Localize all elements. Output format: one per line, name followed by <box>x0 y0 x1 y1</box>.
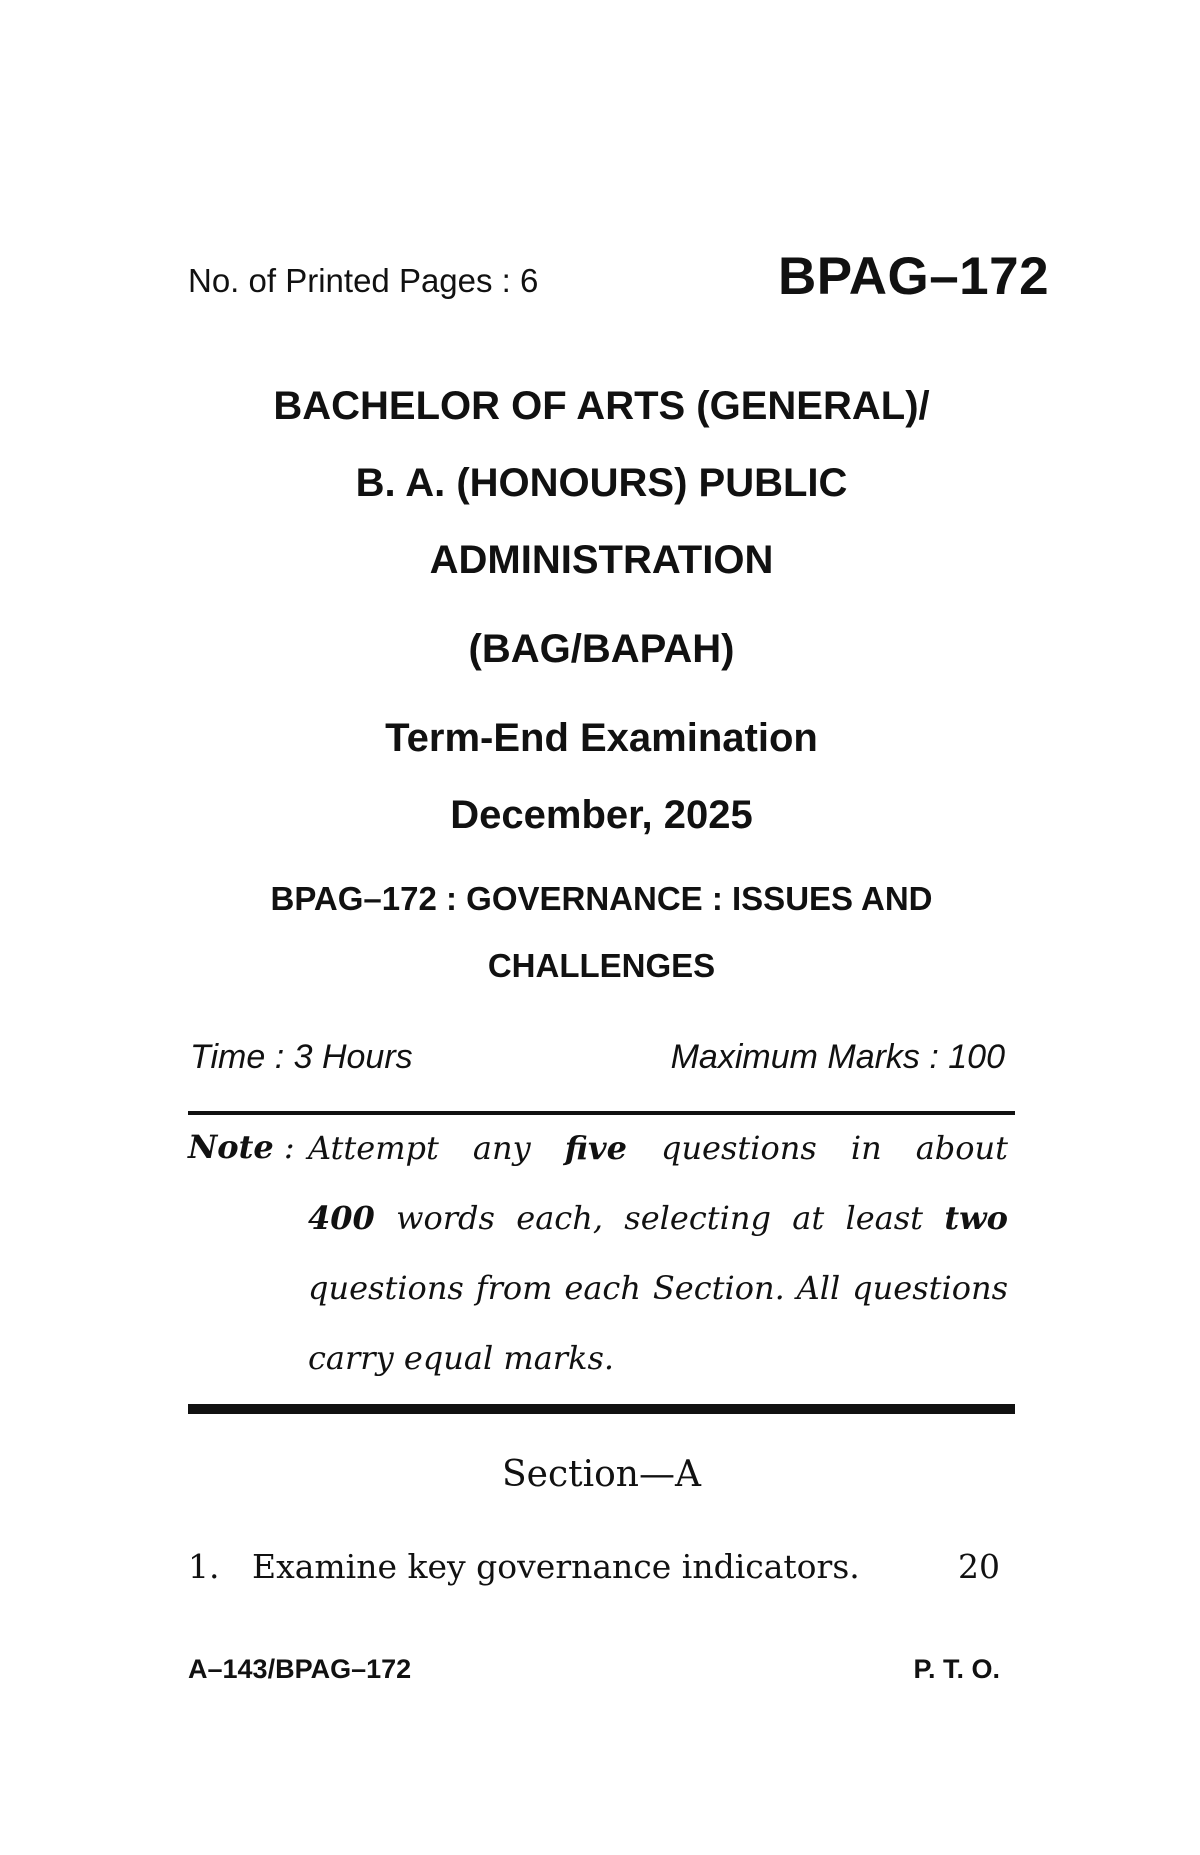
note-emphasis-five: five <box>564 1129 627 1167</box>
paper-code: BPAG–172 <box>778 247 1050 306</box>
divider-thin <box>188 1111 1015 1115</box>
footer-pto: P. T. O. <box>913 1654 1000 1684</box>
note-line-4: carry equal marks. <box>308 1339 615 1377</box>
footer-paper-reference: A–143/BPAG–172 <box>188 1654 412 1684</box>
note-emphasis-two: two <box>944 1199 1008 1237</box>
note-line-1-c: questions in about <box>626 1129 1009 1167</box>
section-heading: Section—A <box>502 1454 701 1495</box>
programme-code: (BAG/BAPAH) <box>468 627 735 671</box>
programme-title-line-3: ADMINISTRATION <box>429 538 774 582</box>
divider-thick <box>188 1404 1015 1414</box>
note-label <box>188 1128 295 1166</box>
note-line-2 <box>308 1198 1008 1238</box>
question-number: 1. <box>188 1547 220 1586</box>
maximum-marks: Maximum Marks : 100 <box>670 1038 1005 1076</box>
programme-title-line-1: BACHELOR OF ARTS (GENERAL)/ <box>273 384 930 428</box>
question-marks: 20 <box>958 1547 1000 1586</box>
note-line-1 <box>308 1128 1008 1168</box>
programme-title-line-2: B. A. (HONOURS) PUBLIC <box>355 461 848 505</box>
note-line-3: questions from each Section. All questions <box>308 1269 1008 1307</box>
question-text: Examine key governance indicators. <box>252 1547 860 1586</box>
note-line-2-b: words each, selecting at least <box>374 1199 945 1237</box>
note-line-1-a: Attempt any <box>308 1129 565 1167</box>
exam-date: December, 2025 <box>450 793 753 837</box>
note-label-separator: : <box>273 1128 295 1166</box>
note-emphasis-400: 400 <box>308 1199 375 1237</box>
time-allowed: Time : 3 Hours <box>190 1038 413 1076</box>
course-title-line-1: BPAG–172 : GOVERNANCE : ISSUES AND <box>270 880 933 917</box>
printed-pages-count: No. of Printed Pages : 6 <box>188 262 539 299</box>
course-title-line-2: CHALLENGES <box>487 947 716 984</box>
exam-name: Term-End Examination <box>385 716 818 760</box>
note-label-text: Note <box>188 1128 274 1166</box>
